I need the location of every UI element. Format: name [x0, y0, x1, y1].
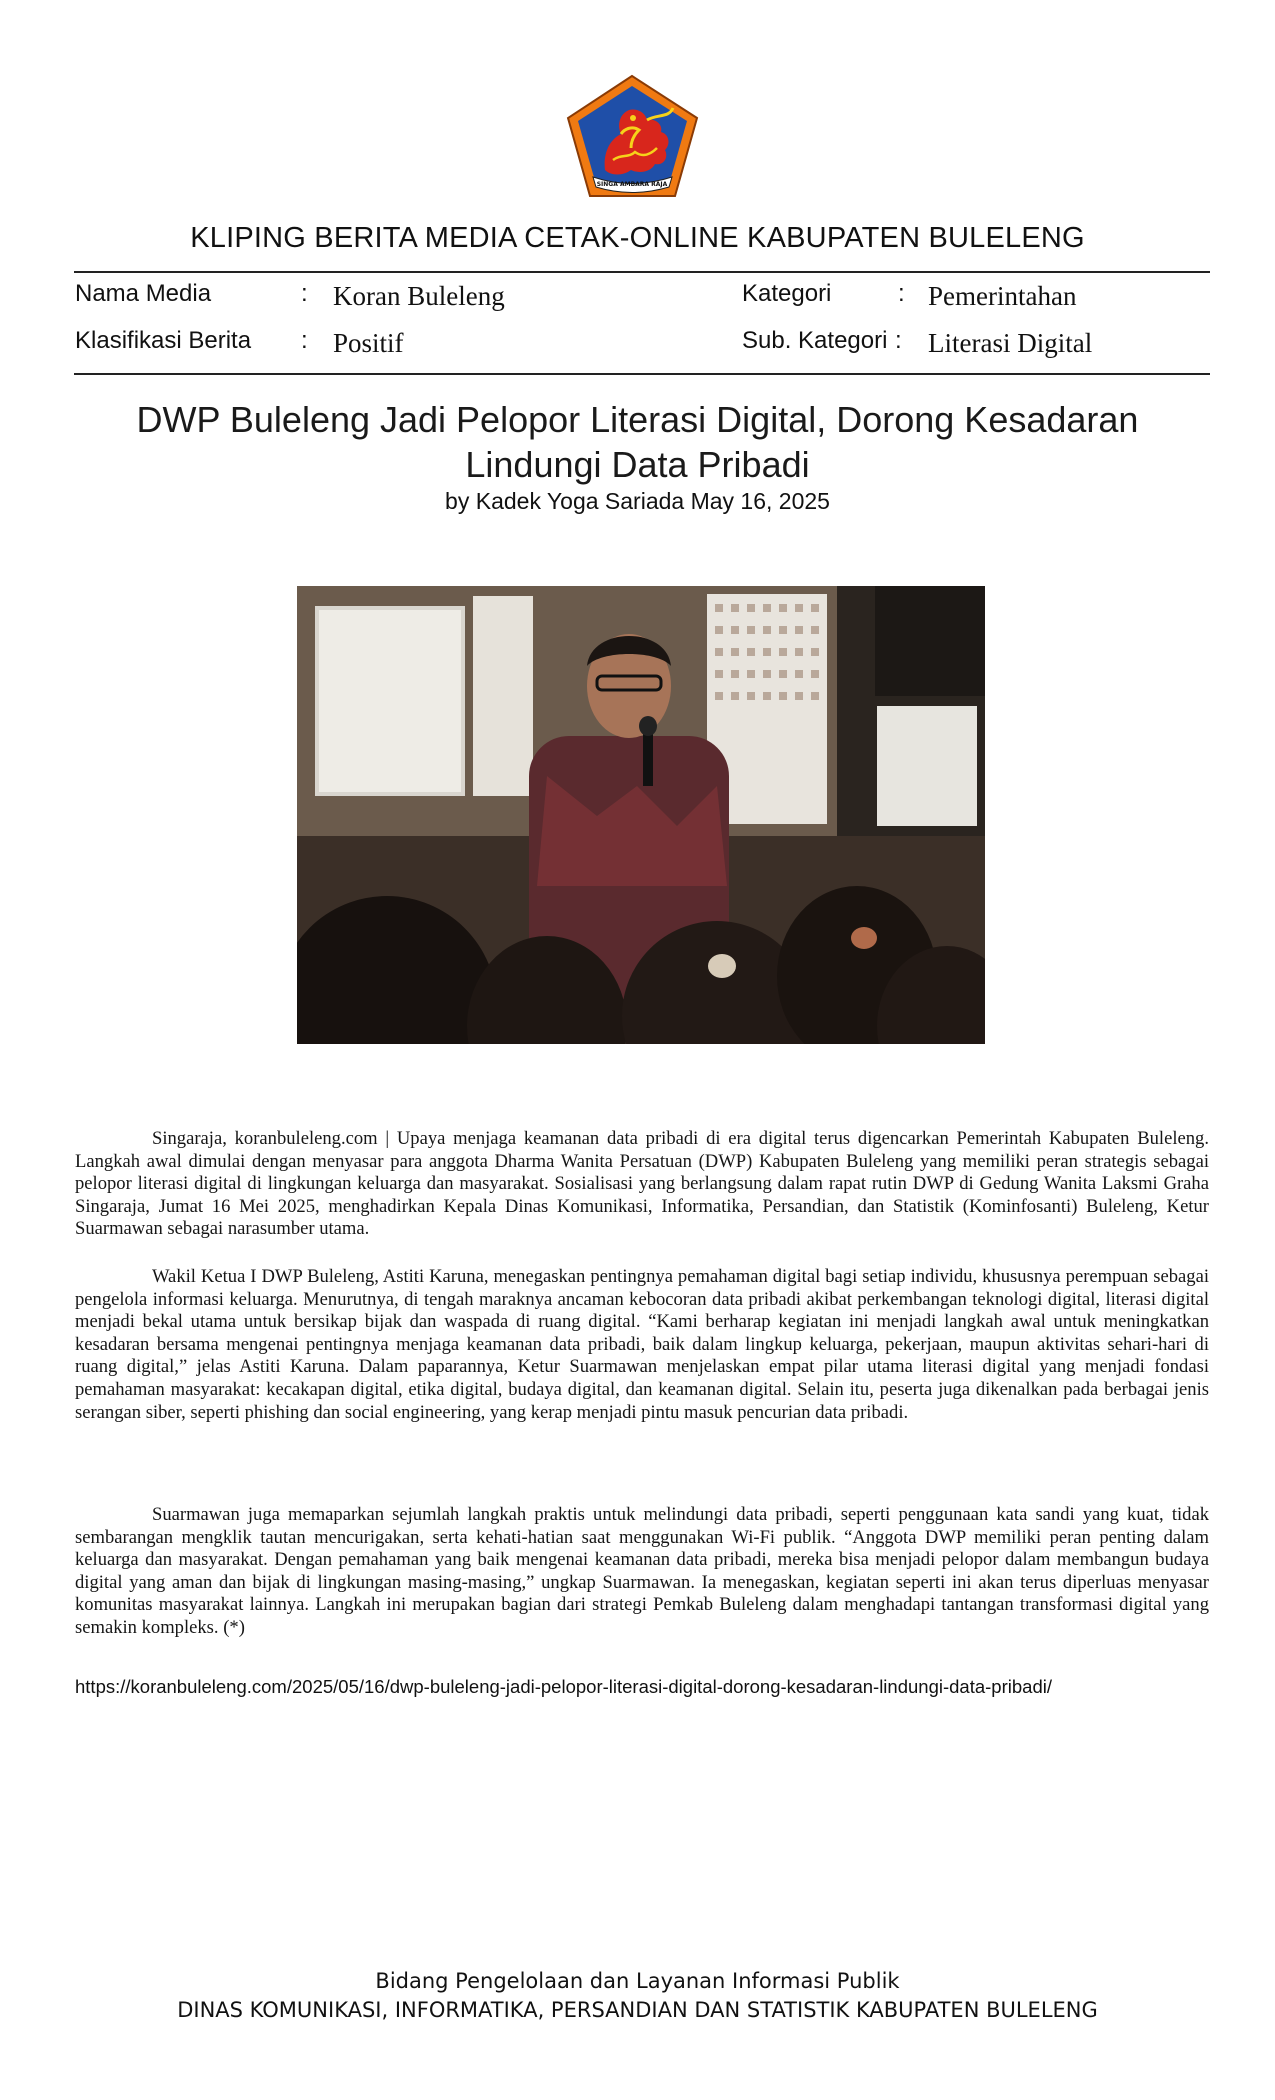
logo-motto: SINGA AMBARA RAJA: [596, 181, 668, 188]
classification-label: Klasifikasi Berita: [75, 327, 252, 354]
subcategory-value: Literasi Digital: [928, 328, 1093, 358]
footer-division-name: Bidang Pengelolaan dan Layanan Informasi Publik: [375, 1969, 900, 1993]
media-name-value: Koran Buleleng: [333, 281, 505, 311]
article-paragraph: Wakil Ketua I DWP Buleleng, Astiti Karuna, menegaskan pentingnya pemahaman digital bagi setiap individu, khususnya perempuan sebagai pengelola informasi keluarga. Menurutnya, di tengah maraknya ancaman kebocoran data pribadi akibat perkembangan teknologi digital, literasi digital menjadi bekal utama untuk bersikap bijak dan waspada di ruang digital. “Kami berharap kegiatan ini menjadi langkah awal untuk meningkatkan kesadaran bersama mengenai pentingnya menjaga keamanan data pribadi, baik dalam lingkup keluarga, pekerjaan, maupun aktivitas sehari-hari di ruang digital,” jelas Astiti Karuna. Dalam paparannya, Ketur Suarmawan menjelaskan empat pilar utama literasi digital yang menjadi fondasi pemahaman masyarakat: kecakapan digital, etika digital, budaya digital, dan keamanan digital. Selain itu, peserta juga dikenalkan pada berbagai jenis serangan siber, seperti phishing dan social engineering, yang kerap menjadi pintu masuk pencurian data pribadi.: [75, 1266, 1209, 1423]
media-name-colon: :: [301, 280, 308, 307]
footer-agency-name: DINAS KOMUNIKASI, INFORMATIKA, PERSANDIAN DAN STATISTIK KABUPATEN BULELENG: [177, 1998, 1098, 2022]
media-name-label: Nama Media: [75, 280, 212, 307]
header-bottom-rule: [74, 373, 1210, 375]
article-paragraph: Singaraja, koranbuleleng.com | Upaya menjaga keamanan data pribadi di era digital terus digencarkan Pemerintah Kabupaten Buleleng. Langkah awal dimulai dengan menyasar para anggota Dharma Wanita Persatuan (DWP) Kabupaten Buleleng yang memiliki peran strategis sebagai pelopor literasi digital di lingkungan keluarga dan masyarakat. Sosialisasi yang berlangsung dalam rapat rutin DWP di Gedung Wanita Laksmi Graha Singaraja, Jumat 16 Mei 2025, menghadirkan Kepala Dinas Komunikasi, Informatika, Persandian, dan Statistik (Kominfosanti) Buleleng, Ketur Suarmawan sebagai narasumber utama.: [75, 1128, 1209, 1240]
article-title: DWP Buleleng Jadi Pelopor Literasi Digital, Dorong Kesadaran Lindungi Data Pribadi: [136, 399, 1139, 485]
category-value: Pemerintahan: [928, 281, 1077, 311]
article-byline: by Kadek Yoga Sariada May 16, 2025: [445, 488, 830, 514]
header-top-rule: [74, 271, 1210, 273]
classification-colon: :: [301, 327, 308, 354]
subcategory-colon: :: [895, 327, 902, 354]
article-photo: [297, 586, 985, 1044]
classification-value: Positif: [333, 328, 404, 358]
category-colon: :: [898, 280, 905, 307]
category-label: Kategori: [742, 280, 832, 307]
clipping-header-title: KLIPING BERITA MEDIA CETAK-ONLINE KABUPATEN BULELENG: [190, 222, 1085, 254]
source-url-link[interactable]: https://koranbuleleng.com/2025/05/16/dwp-buleleng-jadi-pelopor-literasi-digital-dorong-kesadaran-lindungi-data-pribadi/: [75, 1676, 1052, 1697]
article-paragraph: Suarmawan juga memaparkan sejumlah langkah praktis untuk melindungi data pribadi, seperti penggunaan kata sandi yang kuat, tidak sembarangan mengklik tautan mencurigakan, serta kehati-hatian saat menggunakan Wi-Fi publik. “Anggota DWP memiliki peran penting dalam keluarga dan masyarakat. Dengan pemahaman yang baik mengenai keamanan data pribadi, mereka bisa menjadi pelopor dalam membangun budaya digital yang aman dan bijak di lingkungan masing-masing,” ungkap Suarmawan. Ia menegaskan, kegiatan seperti ini akan terus diperluas menyasar komunitas masyarakat lainnya. Langkah ini merupakan bagian dari strategi Pemkab Buleleng dalam menghadapi tantangan transformasi digital yang semakin kompleks. (*): [75, 1504, 1209, 1638]
buleleng-coat-of-arms-logo: [565, 74, 700, 200]
subcategory-label: Sub. Kategori: [742, 327, 888, 354]
